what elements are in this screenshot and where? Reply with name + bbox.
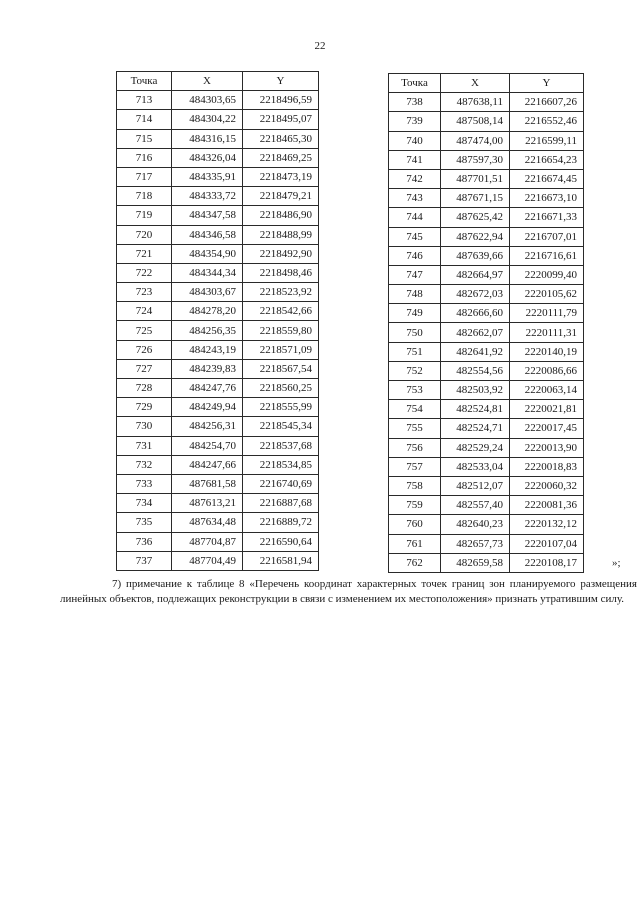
table-row — [117, 359, 319, 378]
table-row — [389, 381, 584, 400]
cell-x: 482657,73 — [441, 534, 510, 553]
cell-x: 487625,42 — [441, 208, 510, 227]
cell-y: 2218571,09 — [243, 340, 319, 359]
cell-x: 484326,04 — [172, 148, 243, 167]
cell-y: 2216673,10 — [510, 189, 584, 208]
cell-y: 2220132,12 — [510, 515, 584, 534]
table-row — [117, 513, 319, 532]
cell-x: 484346,58 — [172, 225, 243, 244]
cell-point: 726 — [117, 340, 172, 359]
cell-y: 2220099,40 — [510, 265, 584, 284]
cell-point: 720 — [117, 225, 172, 244]
cell-y: 2220111,31 — [510, 323, 584, 342]
cell-point: 714 — [117, 110, 172, 129]
cell-x: 484243,19 — [172, 340, 243, 359]
cell-x: 487597,30 — [441, 150, 510, 169]
cell-x: 482524,71 — [441, 419, 510, 438]
table-row — [117, 340, 319, 359]
page-number: 22 — [314, 40, 326, 52]
table-row — [117, 167, 319, 186]
cell-x: 482554,56 — [441, 361, 510, 380]
cell-y: 2218523,92 — [243, 283, 319, 302]
cell-x: 484344,34 — [172, 263, 243, 282]
cell-y: 2218479,21 — [243, 187, 319, 206]
cell-y: 2216887,68 — [243, 494, 319, 513]
table-row — [117, 206, 319, 225]
cell-y: 2218559,80 — [243, 321, 319, 340]
table-header-row — [117, 72, 319, 91]
table-row — [117, 532, 319, 551]
cell-x: 487639,66 — [441, 246, 510, 265]
cell-point: 715 — [117, 129, 172, 148]
cell-y: 2220063,14 — [510, 381, 584, 400]
cell-y: 2220017,45 — [510, 419, 584, 438]
cell-x: 482533,04 — [441, 457, 510, 476]
column-header-x: X — [172, 72, 243, 91]
table-row — [117, 436, 319, 455]
cell-point: 724 — [117, 302, 172, 321]
cell-point: 748 — [389, 285, 441, 304]
cell-y: 2220018,83 — [510, 457, 584, 476]
cell-point: 716 — [117, 148, 172, 167]
table-row — [117, 398, 319, 417]
cell-x: 484303,65 — [172, 91, 243, 110]
cell-y: 2220111,79 — [510, 304, 584, 323]
cell-x: 484239,83 — [172, 359, 243, 378]
cell-y: 2218542,66 — [243, 302, 319, 321]
cell-x: 482672,03 — [441, 285, 510, 304]
column-header-y: Y — [243, 72, 319, 91]
cell-point: 721 — [117, 244, 172, 263]
cell-x: 484247,66 — [172, 455, 243, 474]
table-row — [117, 148, 319, 167]
cell-point: 733 — [117, 474, 172, 493]
table-row — [389, 131, 584, 150]
cell-y: 2216599,11 — [510, 131, 584, 150]
cell-x: 482503,92 — [441, 381, 510, 400]
cell-y: 2220107,04 — [510, 534, 584, 553]
table-row — [389, 419, 584, 438]
cell-y: 2216654,23 — [510, 150, 584, 169]
table-row — [117, 474, 319, 493]
table-row — [117, 302, 319, 321]
cell-x: 482664,97 — [441, 265, 510, 284]
table-row — [389, 534, 584, 553]
cell-point: 750 — [389, 323, 441, 342]
table-row — [117, 110, 319, 129]
cell-y: 2218496,59 — [243, 91, 319, 110]
column-header-point: Точка — [389, 74, 441, 93]
table-row — [117, 321, 319, 340]
cell-x: 484347,58 — [172, 206, 243, 225]
cell-y: 2218469,25 — [243, 148, 319, 167]
table-row — [389, 112, 584, 131]
cell-y: 2220021,81 — [510, 400, 584, 419]
cell-y: 2220105,62 — [510, 285, 584, 304]
table-row — [117, 225, 319, 244]
cell-point: 755 — [389, 419, 441, 438]
table-row — [389, 323, 584, 342]
cell-y: 2218465,30 — [243, 129, 319, 148]
cell-y: 2216671,33 — [510, 208, 584, 227]
table-row — [117, 187, 319, 206]
cell-y: 2216607,26 — [510, 93, 584, 112]
table-row — [117, 551, 319, 570]
cell-x: 487638,11 — [441, 93, 510, 112]
table-body-right — [389, 93, 584, 573]
cell-point: 754 — [389, 400, 441, 419]
cell-point: 735 — [117, 513, 172, 532]
cell-point: 734 — [117, 494, 172, 513]
cell-y: 2218537,68 — [243, 436, 319, 455]
cell-point: 725 — [117, 321, 172, 340]
cell-x: 482659,58 — [441, 553, 510, 572]
table-row — [389, 169, 584, 188]
cell-point: 756 — [389, 438, 441, 457]
cell-y: 2216581,94 — [243, 551, 319, 570]
cell-y: 2216889,72 — [243, 513, 319, 532]
cell-x: 487474,00 — [441, 131, 510, 150]
cell-point: 737 — [117, 551, 172, 570]
cell-point: 713 — [117, 91, 172, 110]
cell-y: 2218473,19 — [243, 167, 319, 186]
cell-x: 484249,94 — [172, 398, 243, 417]
cell-y: 2216716,61 — [510, 246, 584, 265]
cell-x: 484247,76 — [172, 379, 243, 398]
cell-x: 484354,90 — [172, 244, 243, 263]
cell-point: 728 — [117, 379, 172, 398]
cell-point: 738 — [389, 93, 441, 112]
table-row — [389, 246, 584, 265]
cell-point: 718 — [117, 187, 172, 206]
cell-point: 717 — [117, 167, 172, 186]
table-row — [389, 227, 584, 246]
table-row — [117, 91, 319, 110]
table-row — [389, 285, 584, 304]
cell-x: 487681,58 — [172, 474, 243, 493]
table-row — [389, 150, 584, 169]
cell-point: 742 — [389, 169, 441, 188]
cell-point: 747 — [389, 265, 441, 284]
cell-y: 2220140,19 — [510, 342, 584, 361]
table-row — [117, 129, 319, 148]
cell-y: 2218486,90 — [243, 206, 319, 225]
cell-y: 2218555,99 — [243, 398, 319, 417]
cell-x: 487622,94 — [441, 227, 510, 246]
table-row — [389, 553, 584, 572]
table-row — [389, 438, 584, 457]
column-header-x: X — [441, 74, 510, 93]
cell-y: 2218492,90 — [243, 244, 319, 263]
coordinates-table-left — [116, 71, 319, 571]
cell-point: 732 — [117, 455, 172, 474]
cell-point: 757 — [389, 457, 441, 476]
cell-point: 736 — [117, 532, 172, 551]
cell-point: 743 — [389, 189, 441, 208]
cell-y: 2216740,69 — [243, 474, 319, 493]
cell-y: 2216674,45 — [510, 169, 584, 188]
cell-y: 2218545,34 — [243, 417, 319, 436]
cell-point: 740 — [389, 131, 441, 150]
cell-x: 484254,70 — [172, 436, 243, 455]
table-row — [389, 361, 584, 380]
cell-point: 760 — [389, 515, 441, 534]
cell-x: 487701,51 — [441, 169, 510, 188]
cell-y: 2216707,01 — [510, 227, 584, 246]
cell-y: 2218567,54 — [243, 359, 319, 378]
cell-x: 487704,49 — [172, 551, 243, 570]
cell-point: 727 — [117, 359, 172, 378]
cell-y: 2218488,99 — [243, 225, 319, 244]
table-row — [389, 93, 584, 112]
cell-x: 482557,40 — [441, 496, 510, 515]
cell-x: 484303,67 — [172, 283, 243, 302]
cell-point: 745 — [389, 227, 441, 246]
cell-x: 484256,35 — [172, 321, 243, 340]
cell-x: 484335,91 — [172, 167, 243, 186]
table-row — [389, 515, 584, 534]
table-row — [389, 265, 584, 284]
cell-point: 730 — [117, 417, 172, 436]
cell-x: 482662,07 — [441, 323, 510, 342]
cell-y: 2218534,85 — [243, 455, 319, 474]
column-header-point: Точка — [117, 72, 172, 91]
cell-point: 753 — [389, 381, 441, 400]
cell-point: 746 — [389, 246, 441, 265]
cell-x: 482529,24 — [441, 438, 510, 457]
closing-quote-mark: »; — [612, 557, 621, 569]
table-row — [117, 263, 319, 282]
cell-x: 484304,22 — [172, 110, 243, 129]
cell-x: 487613,21 — [172, 494, 243, 513]
cell-y: 2218560,25 — [243, 379, 319, 398]
cell-point: 752 — [389, 361, 441, 380]
cell-y: 2218498,46 — [243, 263, 319, 282]
cell-point: 719 — [117, 206, 172, 225]
table-row — [389, 457, 584, 476]
table-body-left — [117, 91, 319, 571]
cell-point: 729 — [117, 398, 172, 417]
cell-point: 749 — [389, 304, 441, 323]
cell-x: 487704,87 — [172, 532, 243, 551]
cell-x: 482666,60 — [441, 304, 510, 323]
cell-y: 2218495,07 — [243, 110, 319, 129]
table-row — [117, 379, 319, 398]
cell-point: 741 — [389, 150, 441, 169]
cell-y: 2220013,90 — [510, 438, 584, 457]
cell-point: 758 — [389, 476, 441, 495]
cell-point: 761 — [389, 534, 441, 553]
cell-point: 751 — [389, 342, 441, 361]
table-row — [389, 476, 584, 495]
cell-point: 759 — [389, 496, 441, 515]
cell-y: 2220108,17 — [510, 553, 584, 572]
table-row — [389, 496, 584, 515]
cell-x: 487671,15 — [441, 189, 510, 208]
cell-x: 484256,31 — [172, 417, 243, 436]
cell-y: 2220086,66 — [510, 361, 584, 380]
coordinates-table-right — [388, 73, 584, 573]
cell-x: 482512,07 — [441, 476, 510, 495]
table-row — [117, 283, 319, 302]
table-row — [117, 494, 319, 513]
cell-x: 482524,81 — [441, 400, 510, 419]
table-row — [389, 400, 584, 419]
cell-point: 723 — [117, 283, 172, 302]
note-paragraph: 7) примечание к таблице 8 «Перечень координат характерных точек границ зон планируемого размещения линейных объектов, подлежащих реконструкции в связи с изменением их местоположения» признать утратившим силу. — [60, 578, 637, 605]
cell-point: 762 — [389, 553, 441, 572]
cell-point: 731 — [117, 436, 172, 455]
cell-point: 739 — [389, 112, 441, 131]
cell-x: 487634,48 — [172, 513, 243, 532]
cell-y: 2216552,46 — [510, 112, 584, 131]
cell-x: 487508,14 — [441, 112, 510, 131]
table-row — [389, 208, 584, 227]
table-row — [117, 244, 319, 263]
cell-y: 2220081,36 — [510, 496, 584, 515]
cell-x: 484278,20 — [172, 302, 243, 321]
cell-x: 484333,72 — [172, 187, 243, 206]
table-row — [117, 455, 319, 474]
table-row — [117, 417, 319, 436]
table-row — [389, 189, 584, 208]
table-row — [389, 304, 584, 323]
cell-x: 484316,15 — [172, 129, 243, 148]
cell-x: 482640,23 — [441, 515, 510, 534]
cell-point: 744 — [389, 208, 441, 227]
table-row — [389, 342, 584, 361]
column-header-y: Y — [510, 74, 584, 93]
cell-x: 482641,92 — [441, 342, 510, 361]
cell-y: 2220060,32 — [510, 476, 584, 495]
cell-point: 722 — [117, 263, 172, 282]
cell-y: 2216590,64 — [243, 532, 319, 551]
table-header-row — [389, 74, 584, 93]
